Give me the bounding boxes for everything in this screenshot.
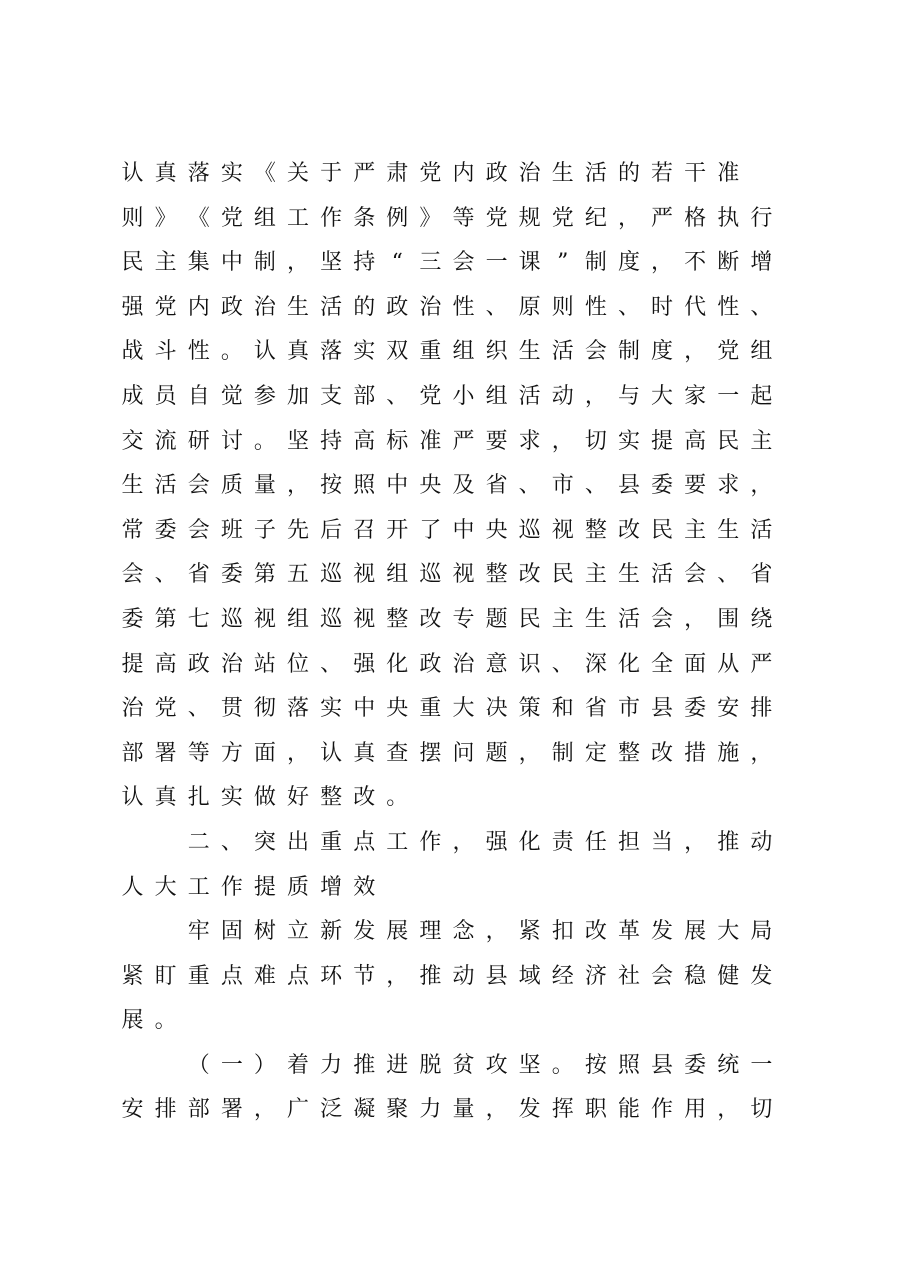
text-line-content: 提 高 政 治 站 位 、 强 化 政 治 意 识 、 深 化 全 面 从 严	[121, 651, 773, 677]
text-line	[116, 821, 796, 866]
text-line	[116, 643, 796, 688]
document-body	[116, 152, 796, 1133]
text-line	[116, 330, 796, 375]
text-line-content: 治 党 、 贯 彻 落 实 中 央 重 大 决 策 和 省 市 县 委 安 排	[121, 696, 773, 722]
text-line-content: 战 斗 性 。 认 真 落 实 双 重 组 织 生 活 会 制 度 ， 党 组	[121, 339, 773, 365]
text-line	[116, 197, 796, 242]
text-line	[116, 286, 796, 331]
text-line	[116, 910, 796, 955]
text-line	[116, 732, 796, 777]
text-line-content: 则 》 《 党 组 工 作 条 例 》 等 党 规 党 纪 ， 严 格 执 行	[121, 205, 773, 231]
text-line-content: 交 流 研 讨 。 坚 持 高 标 准 严 要 求 ， 切 实 提 高 民 主	[121, 428, 773, 454]
text-line	[116, 776, 796, 821]
text-line-content: （ 一 ） 着 力 推 进 脱 贫 攻 坚 。 按 照 县 委 统 一	[187, 1052, 773, 1078]
text-line-content: 成 员 自 觉 参 加 支 部 、 党 小 组 活 动 ， 与 大 家 一 起	[121, 383, 773, 409]
text-line-content: 委 第 七 巡 视 组 巡 视 整 改 专 题 民 主 生 活 会 ， 围 绕	[121, 606, 773, 632]
text-line-content: 会 、 省 委 第 五 巡 视 组 巡 视 整 改 民 主 生 活 会 、 省	[121, 562, 773, 588]
text-line-content: 牢 固 树 立 新 发 展 理 念 ， 紧 扣 改 革 发 展 大 局	[187, 919, 773, 945]
text-line-content: 展 。	[121, 1008, 177, 1034]
text-line	[116, 866, 796, 911]
text-line-content: 认 真 扎 实 做 好 整 改 。	[121, 785, 409, 811]
text-line	[116, 509, 796, 554]
text-line	[116, 598, 796, 643]
text-line-content: 民 主 集 中 制 ， 坚 持 “ 三 会 一 课 ” 制 度 ， 不 断 增	[121, 250, 773, 276]
text-line-content: 认 真 落 实 《 关 于 严 肃 党 内 政 治 生 活 的 若 干 准	[121, 161, 740, 186]
text-line	[116, 999, 796, 1044]
text-line	[116, 241, 796, 286]
text-line	[116, 375, 796, 420]
text-line-content: 强 党 内 政 治 生 活 的 政 治 性 、 原 则 性 、 时 代 性 、	[121, 294, 773, 320]
text-line	[116, 687, 796, 732]
text-line	[116, 553, 796, 598]
text-line	[116, 955, 796, 1000]
text-line-content: 二 、 突 出 重 点 工 作 ， 强 化 责 任 担 当 ， 推 动	[187, 829, 773, 855]
text-line	[116, 420, 796, 465]
text-line	[116, 464, 796, 509]
text-line	[116, 152, 796, 197]
text-line-content: 紧 盯 重 点 难 点 环 节 ， 推 动 县 域 经 济 社 会 稳 健 发	[121, 963, 773, 989]
text-line-content: 常 委 会 班 子 先 后 召 开 了 中 央 巡 视 整 改 民 主 生 活	[121, 517, 773, 543]
text-line-content: 部 署 等 方 面 ， 认 真 查 摆 问 题 ， 制 定 整 改 措 施 ，	[121, 740, 773, 766]
text-line-content: 生 活 会 质 量 ， 按 照 中 央 及 省 、 市 、 县 委 要 求 ，	[121, 473, 773, 499]
text-line	[116, 1044, 796, 1089]
text-line	[116, 1088, 796, 1133]
text-line-content: 安 排 部 署 ， 广 泛 凝 聚 力 量 ， 发 挥 职 能 作 用 ， 切	[121, 1097, 773, 1123]
text-line-content: 人 大 工 作 提 质 增 效	[121, 874, 376, 900]
